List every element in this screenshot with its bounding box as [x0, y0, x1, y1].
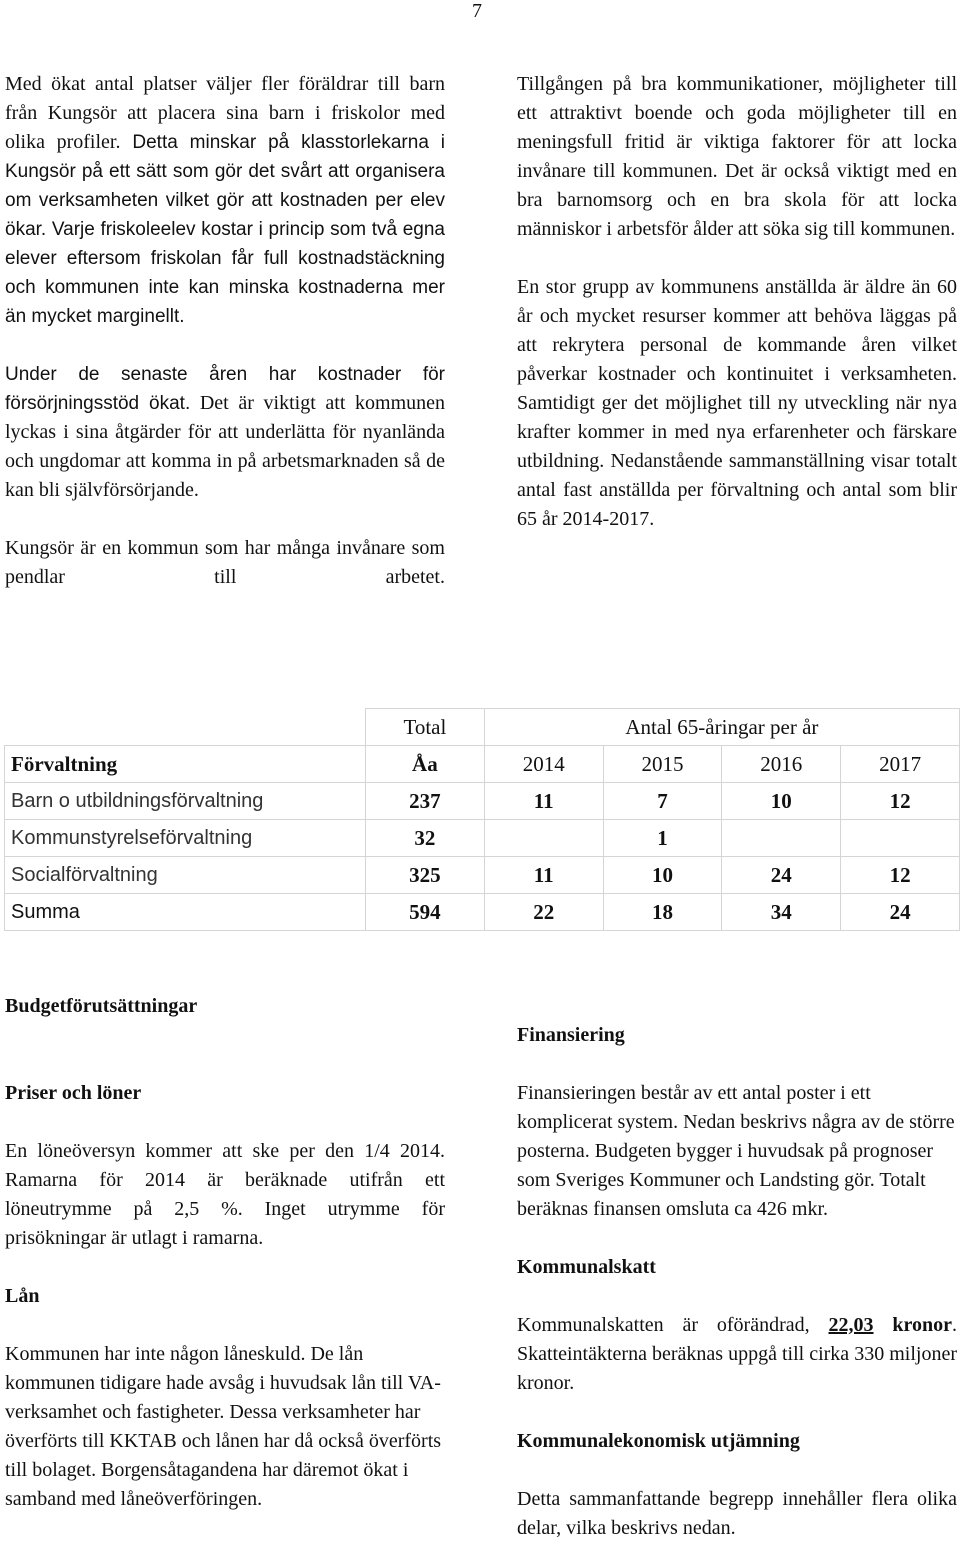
col-year: 2016	[722, 746, 841, 783]
row-total: 594	[365, 894, 484, 931]
row-value	[484, 820, 603, 857]
col-label: Förvaltning	[5, 746, 366, 783]
tax-rate: 22,03	[828, 1314, 874, 1336]
paragraph-friskolor: Med ökat antal platser väljer fler föräldrar till barn från Kungsör att placera sina barn i friskolor med olika profiler. Detta minskar på klasstorlekarna i Kungsör på ett sätt som gör det svårt att organisera om verksamheten vilket gör att kostnaden per elev ökar. Varje friskoleelev kostar i princip som två egna elever eftersom friskolan får full kostnadstäckning och kommunen inte kan minska kostnaderna mer än mycket marginellt.	[5, 73, 446, 327]
row-value: 12	[841, 857, 960, 894]
col-total: Åa	[365, 746, 484, 783]
row-value: 7	[603, 783, 722, 820]
right-text-column	[517, 70, 957, 534]
col-year: 2017	[841, 746, 960, 783]
finance-column	[517, 1021, 957, 1543]
budget-column	[5, 992, 445, 1514]
table-row	[5, 783, 960, 820]
tax-text: Kommunalskatten är oförändrad, 22,03 kronor. Skatteintäkterna beräknas uppgå till cirka 330 miljoner kronor.	[517, 1314, 957, 1394]
table-header-row	[5, 709, 960, 746]
row-value: 11	[484, 783, 603, 820]
row-name: Barn o utbildningsförvaltning	[5, 783, 366, 820]
row-total: 32	[365, 820, 484, 857]
header-group: Antal 65-åringar per år	[484, 709, 959, 746]
row-value: 18	[603, 894, 722, 931]
row-value	[841, 820, 960, 857]
col-year: 2015	[603, 746, 722, 783]
tax-heading: Kommunalskatt	[517, 1256, 656, 1278]
row-value: 34	[722, 894, 841, 931]
prices-text: En löneöversyn kommer att ske per den 1/4 2014. Ramarna för 2014 är beräknade utifrån ett löneutrymme på 2,5 %. Inget utrymme för prisökningar är utlagt i ramarna.	[5, 1140, 445, 1249]
row-value: 10	[603, 857, 722, 894]
table-row	[5, 857, 960, 894]
paragraph-forsorjningsstod: Under de senaste åren har kostnader för försörjningsstöd ökat. Det är viktigt att kommunen lyckas i sina åtgärder för att underlätta för nyanlända och ungdomar att komma in på arbetsmarknaden så de kan bli självförsörjande.	[5, 364, 446, 501]
row-value: 22	[484, 894, 603, 931]
loan-text: Kommunen har inte någon låneskuld. De lån kommunen tidigare hade avsåg i huvudsak lån till VA-verksamhet och fastigheter. Dessa verksamheter har överförts till KKTAB och lånen har då också överförts till bolaget. Borgensåtagandena har däremot ökat i samband med låneöverföringen.	[5, 1343, 442, 1510]
loan-heading: Lån	[5, 1285, 40, 1307]
row-total: 325	[365, 857, 484, 894]
paragraph-kommunikationer: Tillgången på bra kommunikationer, möjligheter till ett attraktivt boende och goda möjligheter till en meningsfull fritid är viktiga faktorer för att locka invånare till kommunen. Det är också viktigt med en bra barnomsorg och en bra skola för att locka människor i arbetsför ålder att söka sig till kommunen.	[517, 73, 957, 240]
paragraph-pendlare: Kungsör är en kommun som har många invånare som pendlar till arbetet.	[5, 537, 445, 588]
header-total: Total	[365, 709, 484, 746]
row-name: Summa	[5, 894, 366, 931]
row-value: 12	[841, 783, 960, 820]
equalization-heading: Kommunalekonomisk utjämning	[517, 1430, 800, 1452]
table-row	[5, 820, 960, 857]
row-value: 1	[603, 820, 722, 857]
row-value: 11	[484, 857, 603, 894]
left-text-column	[5, 70, 445, 592]
paragraph-anstallda: En stor grupp av kommunens anställda är äldre än 60 år och mycket resurser kommer att behöva läggas på att rekrytera personal de kommande åren vilket påverkar kostnader och kontinuitet i verksamheten. Samtidigt ger det möjlighet till ny utveckling när nya krafter kommer in med nya erfarenheter och färskare utbildning. Nedanstående sammanställning visar totalt antal fast anställda per förvaltning och antal som blir 65 år 2014-2017.	[517, 276, 957, 530]
table-subheader-row	[5, 746, 960, 783]
budget-heading: Budgetförutsättningar	[5, 995, 198, 1017]
tax-unit: kronor	[892, 1314, 952, 1336]
page-number: 7	[472, 0, 482, 22]
col-year: 2014	[484, 746, 603, 783]
row-value	[722, 820, 841, 857]
finance-text: Finansieringen består av ett antal poster i ett komplicerat system. Nedan beskrivs några av de större posterna. Budgeten bygger i huvudsak på prognoser som Sveriges Kommuner och Landsting gör. Totalt beräknas finansen omsluta ca 426 mkr.	[517, 1082, 955, 1220]
table-sum-row	[5, 894, 960, 931]
row-name: Socialförvaltning	[5, 857, 366, 894]
row-total: 237	[365, 783, 484, 820]
row-value: 10	[722, 783, 841, 820]
employees-65-table	[4, 708, 960, 931]
row-name: Kommunstyrelseförvaltning	[5, 820, 366, 857]
equalization-text: Detta sammanfattande begrepp innehåller flera olika delar, vilka beskrivs nedan.	[517, 1488, 957, 1539]
row-value: 24	[841, 894, 960, 931]
prices-heading: Priser och löner	[5, 1082, 142, 1104]
finance-heading: Finansiering	[517, 1024, 625, 1046]
row-value: 24	[722, 857, 841, 894]
